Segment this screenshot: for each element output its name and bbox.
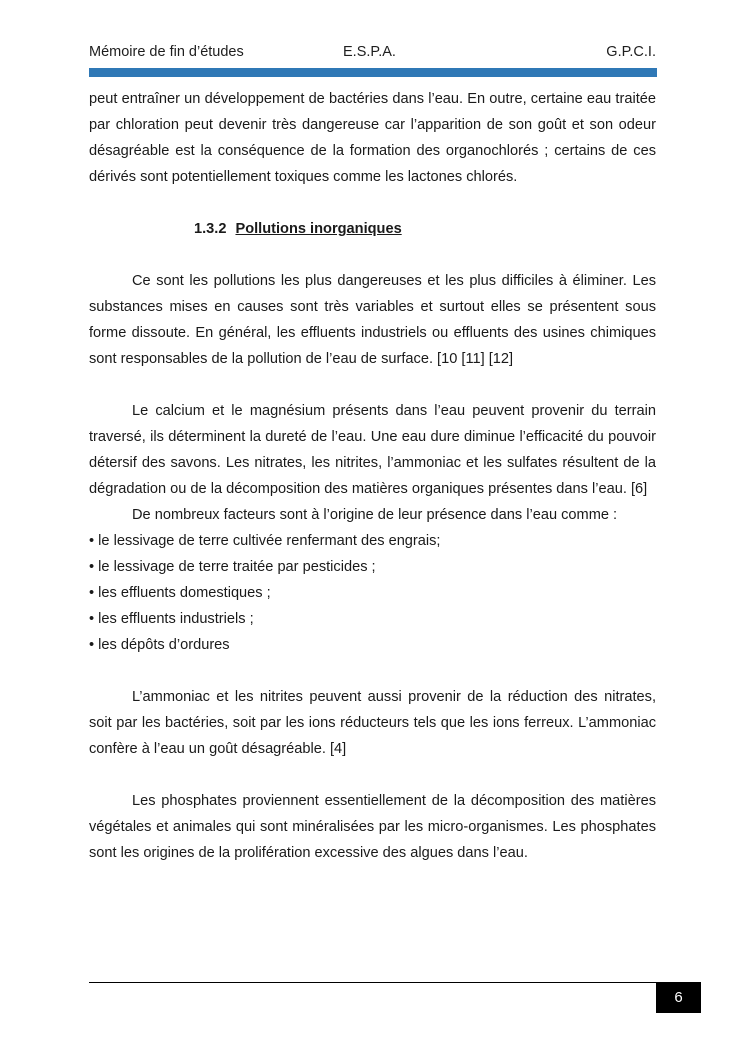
spacer xyxy=(89,762,656,788)
list-item: • les effluents domestiques ; xyxy=(89,580,656,606)
paragraph: De nombreux facteurs sont à l’origine de leur présence dans l’eau comme : xyxy=(132,507,618,523)
list-item: • le lessivage de terre traitée par pesticides ; xyxy=(89,554,656,580)
paragraph: Ce sont les pollutions les plus dangereuses et les plus difficiles à éliminer. Les substances mises en causes sont très variables et surtout elles se présentent sous forme dissoute. En général, les effluents industriels ou effluents des usines chimiques sont responsables de la pollution de l’eau de surface. [10 [11] [12] xyxy=(89,273,656,367)
list-item: • le lessivage de terre cultivée renfermant des engrais; xyxy=(89,528,656,554)
section-title: Pollutions inorganiques xyxy=(235,221,402,237)
paragraph: Les phosphates proviennent essentiellement de la décomposition des matières végétales et animales qui sont minéralisées par les micro-organismes. Les phosphates sont les origines de la prolifération excessive des algues dans l’eau. xyxy=(89,793,656,861)
section-heading xyxy=(89,216,656,242)
intro-paragraph: peut entraîner un développement de bactéries dans l’eau. En outre, certaine eau traitée par chloration peut devenir très dangereuse car l’apparition de son goût et son odeur désagréable est la conséquence de la formation des organochlorés ; certains de ces dérivés sont potentiellement toxiques comme les lactones chlorés. xyxy=(89,91,656,185)
bullet-list xyxy=(89,528,656,658)
header-right-text: G.P.C.I. xyxy=(606,44,656,60)
header-rule xyxy=(89,68,657,77)
page-header xyxy=(89,44,656,64)
spacer xyxy=(89,658,656,684)
spacer xyxy=(89,242,656,268)
page-number: 6 xyxy=(656,983,701,1013)
footer-rule xyxy=(89,982,701,983)
list-item: • les effluents industriels ; xyxy=(89,606,656,632)
paragraph: L’ammoniac et les nitrites peuvent aussi provenir de la réduction des nitrates, soit par les bactéries, soit par les ions réducteurs tels que les ions ferreux. L’ammoniac confère à l’eau un goût désagréable. [4] xyxy=(89,689,656,757)
spacer xyxy=(89,190,656,216)
page-body xyxy=(89,86,656,866)
paragraph: Le calcium et le magnésium présents dans l’eau peuvent provenir du terrain traversé, ils déterminent la dureté de l’eau. Une eau dure diminue l’efficacité du pouvoir détersif des savons. Les nitrates, les nitrites, l’ammoniac et les sulfates résultent de la dégradation ou de la décomposition des matières organiques présentes dans l’eau. [6] xyxy=(89,403,656,497)
list-item: • les dépôts d’ordures xyxy=(89,632,656,658)
section-number: 1.3.2 xyxy=(194,221,227,237)
header-center-text: E.S.P.A. xyxy=(343,44,396,60)
spacer xyxy=(89,372,656,398)
header-left-text: Mémoire de fin d’études xyxy=(89,44,244,60)
